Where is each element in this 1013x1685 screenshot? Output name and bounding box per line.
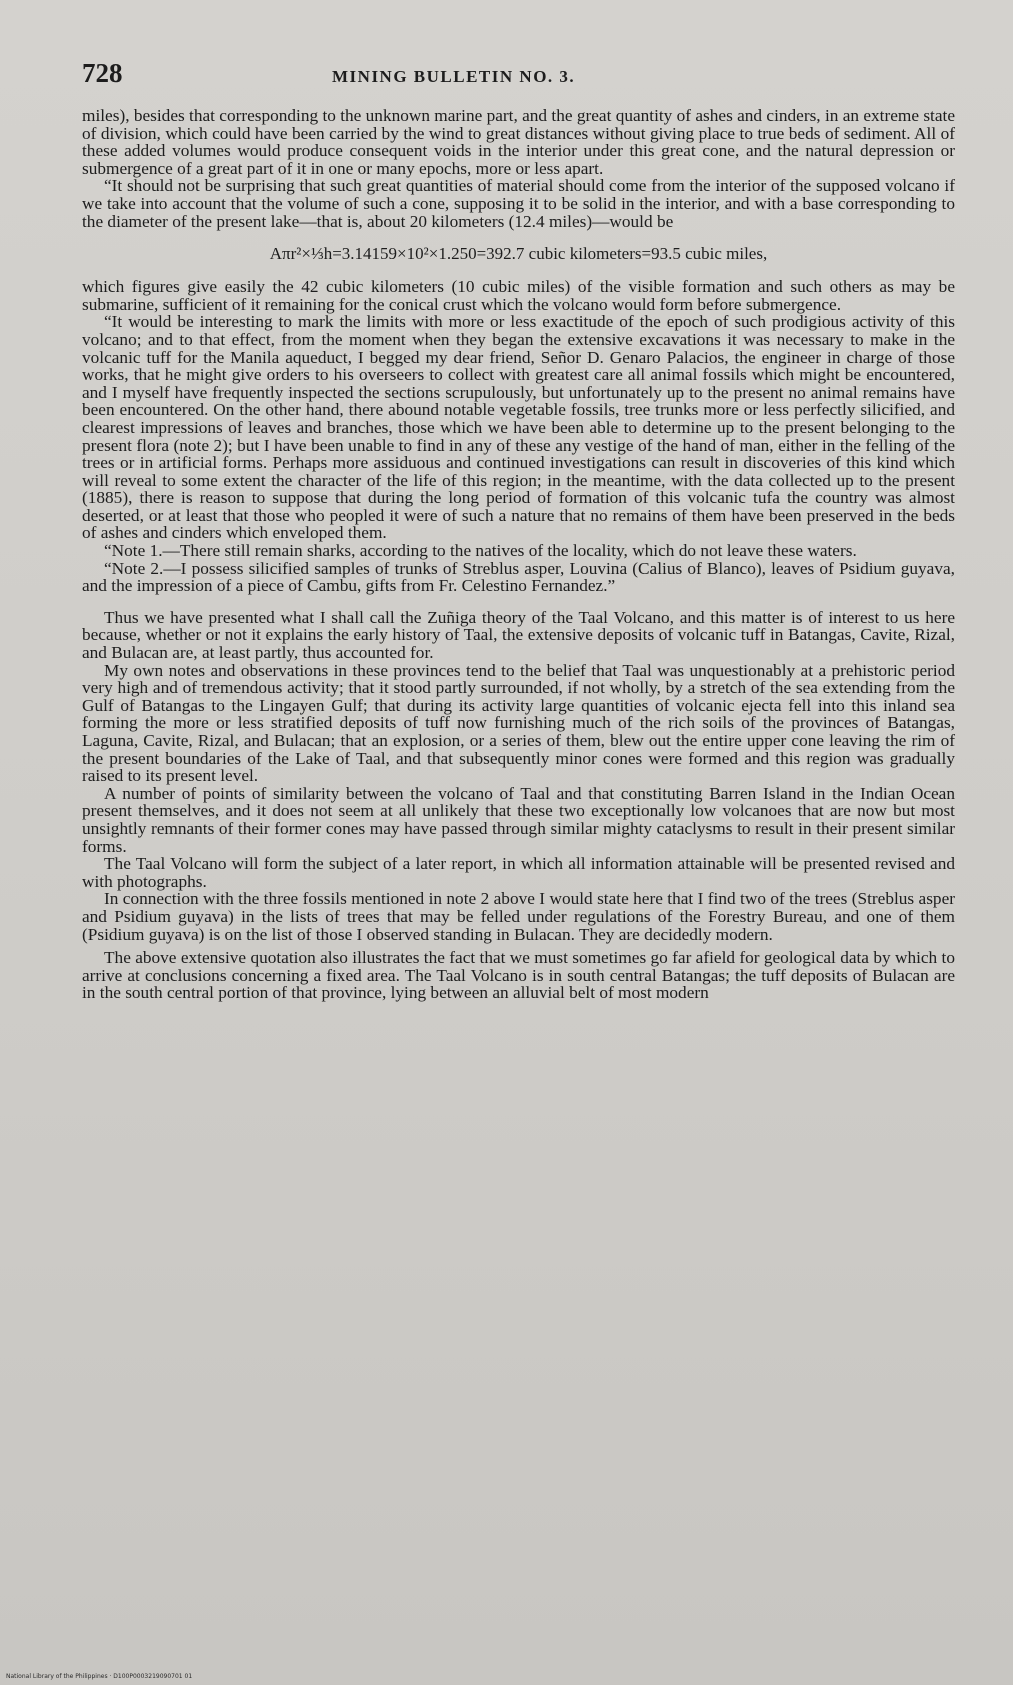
paragraph-5: Thus we have presented what I shall call the Zuñiga theory of the Taal Volcano, and this matter is of interest to us here because, whether or not it explains the early history of Taal, the extensive deposits of volcanic tuff in Batangas, Cavite, Rizal, and Bulacan are, at least partly, thus accounted for. [82,607,955,663]
library-footer: National Library of the Philippines · D100P0003219090701 01 [6,1673,193,1680]
running-title: MINING BULLETIN NO. 3. [332,67,576,86]
page-header [82,58,955,89]
paragraph-9: In connection with the three fossils mentioned in note 2 above I would state here that I find two of the trees (Streblus asper and Psidium guyava) in the lists of trees that may be felled under regulations of the Forestry Bureau, and one of them (Psidium guyava) is on the list of those I observed standing in Bulacan. They are decidedly modern. [82,889,955,944]
paragraph-4: “It would be interesting to mark the limits with more or less exactitude of the epoch of such prodigious activity of this volcano; and to that effect, from the moment when they began the extensive excavations it was necessary to make in the volcanic tuff for the Manila aqueduct, I begged my dear friend, Señor D. Genaro Palacios, the engineer in charge of those works, that he might give orders to his overseers to collect with greatest care all animal fossils which might be encountered, and I myself have frequently inspected the sections scrupulously, but unfortunately up to the present no animal remains have been encountered. On the other hand, there abound notable vegetable fossils, tree trunks more or less perfectly silicified, and clearest impressions of leaves and branches, those which we have been able to determine up to the present belonging to the present flora (note 2); but I have been unable to find in any of these any vestige of the hand of man, either in the felling of the trees or in artificial forms. Perhaps more assiduous and continued investigations can result in discoveries of this kind which will reveal to some extent the character of the life of this region; in the meantime, with the data collected up to the present (1885), there is reason to suppose that during the long period of formation of this volcanic tufa the country was almost deserted, or at least that those who peopled it were of such a nature that no remains of them have been preserved in the beds of ashes and cinders which enveloped them. [82,312,955,543]
paragraph-3: which figures give easily the 42 cubic kilometers (10 cubic miles) of the visible formation and such others as may be submarine, sufficient of it remaining for the conical crust which the volcano would form before submergence. [82,277,955,314]
note-2: “Note 2.—I possess silicified samples of trunks of Streblus asper, Louvina (Calius of Blanco), leaves of Psidium guyava, and the impression of a piece of Cambu, gifts from Fr. Celestino Fernandez.” [82,558,955,596]
paragraph-1: miles), besides that corresponding to the unknown marine part, and the great quantity of ashes and cinders, in an extreme state of division, which could have been carried by the wind to great distances without giving place to true beds of sediment. All of these added volumes would produce consequent voids in the interior under this great cone, and the natural depression or submergence of a great part of it in one or many epochs, more or less apart. [82,106,955,178]
paragraph-6: My own notes and observations in these provinces tend to the belief that Taal was unquestionably at a prehistoric period very high and of tremendous activity; that it stood partly surrounded, if not wholly, by a stretch of the sea extending from the Gulf of Batangas to the Lingayen Gulf; that during its activity large quantities of volcanic ejecta fell into this inland sea forming the more or less stratified deposits of tuff now furnishing much of the rich soils of the provinces of Batangas, Laguna, Cavite, Rizal, and Bulacan; that an explosion, or a series of them, blew out the entire upper cone leaving the rim of the present boundaries of the Lake of Taal, and that subsequently minor cones were formed and this region was gradually raised to its present level. [82,660,955,786]
cone-volume-formula: Aπr²×⅓h=3.14159×10²×1.250=392.7 cubic kilometers=93.5 cubic miles, [269,244,768,264]
paragraph-7: A number of points of similarity between the volcano of Taal and that constituting Barren Island in the Indian Ocean present themselves, and it does not seem at all unlikely that these two exceptionally low volcanoes that are now but most unsightly remnants of their former cones may have passed through similar mighty cataclysms to result in their present similar forms. [82,783,955,856]
paragraph-2: “It should not be surprising that such great quantities of material should come from the interior of the supposed volcano if we take into account that the volume of such a cone, supposing it to be solid in the interior, and with a base corresponding to the diameter of the present lake—that is, about 20 kilometers (12.4 miles)—would be [82,176,955,231]
page-number: 728 [82,58,123,88]
paragraph-10: The above extensive quotation also illustrates the fact that we must sometimes go far afield for geological data by which to arrive at conclusions concerning a fixed area. The Taal Volcano is in south central Batangas; the tuff deposits of Bulacan are in the south central portion of that province, lying between an alluvial belt of most modern [82,948,955,1003]
note-1: “Note 1.—There still remain sharks, according to the natives of the locality, which do not leave these waters. [104,541,857,561]
paragraph-8: The Taal Volcano will form the subject of a later report, in which all information attainable will be presented revised and with photographs. [82,854,955,891]
